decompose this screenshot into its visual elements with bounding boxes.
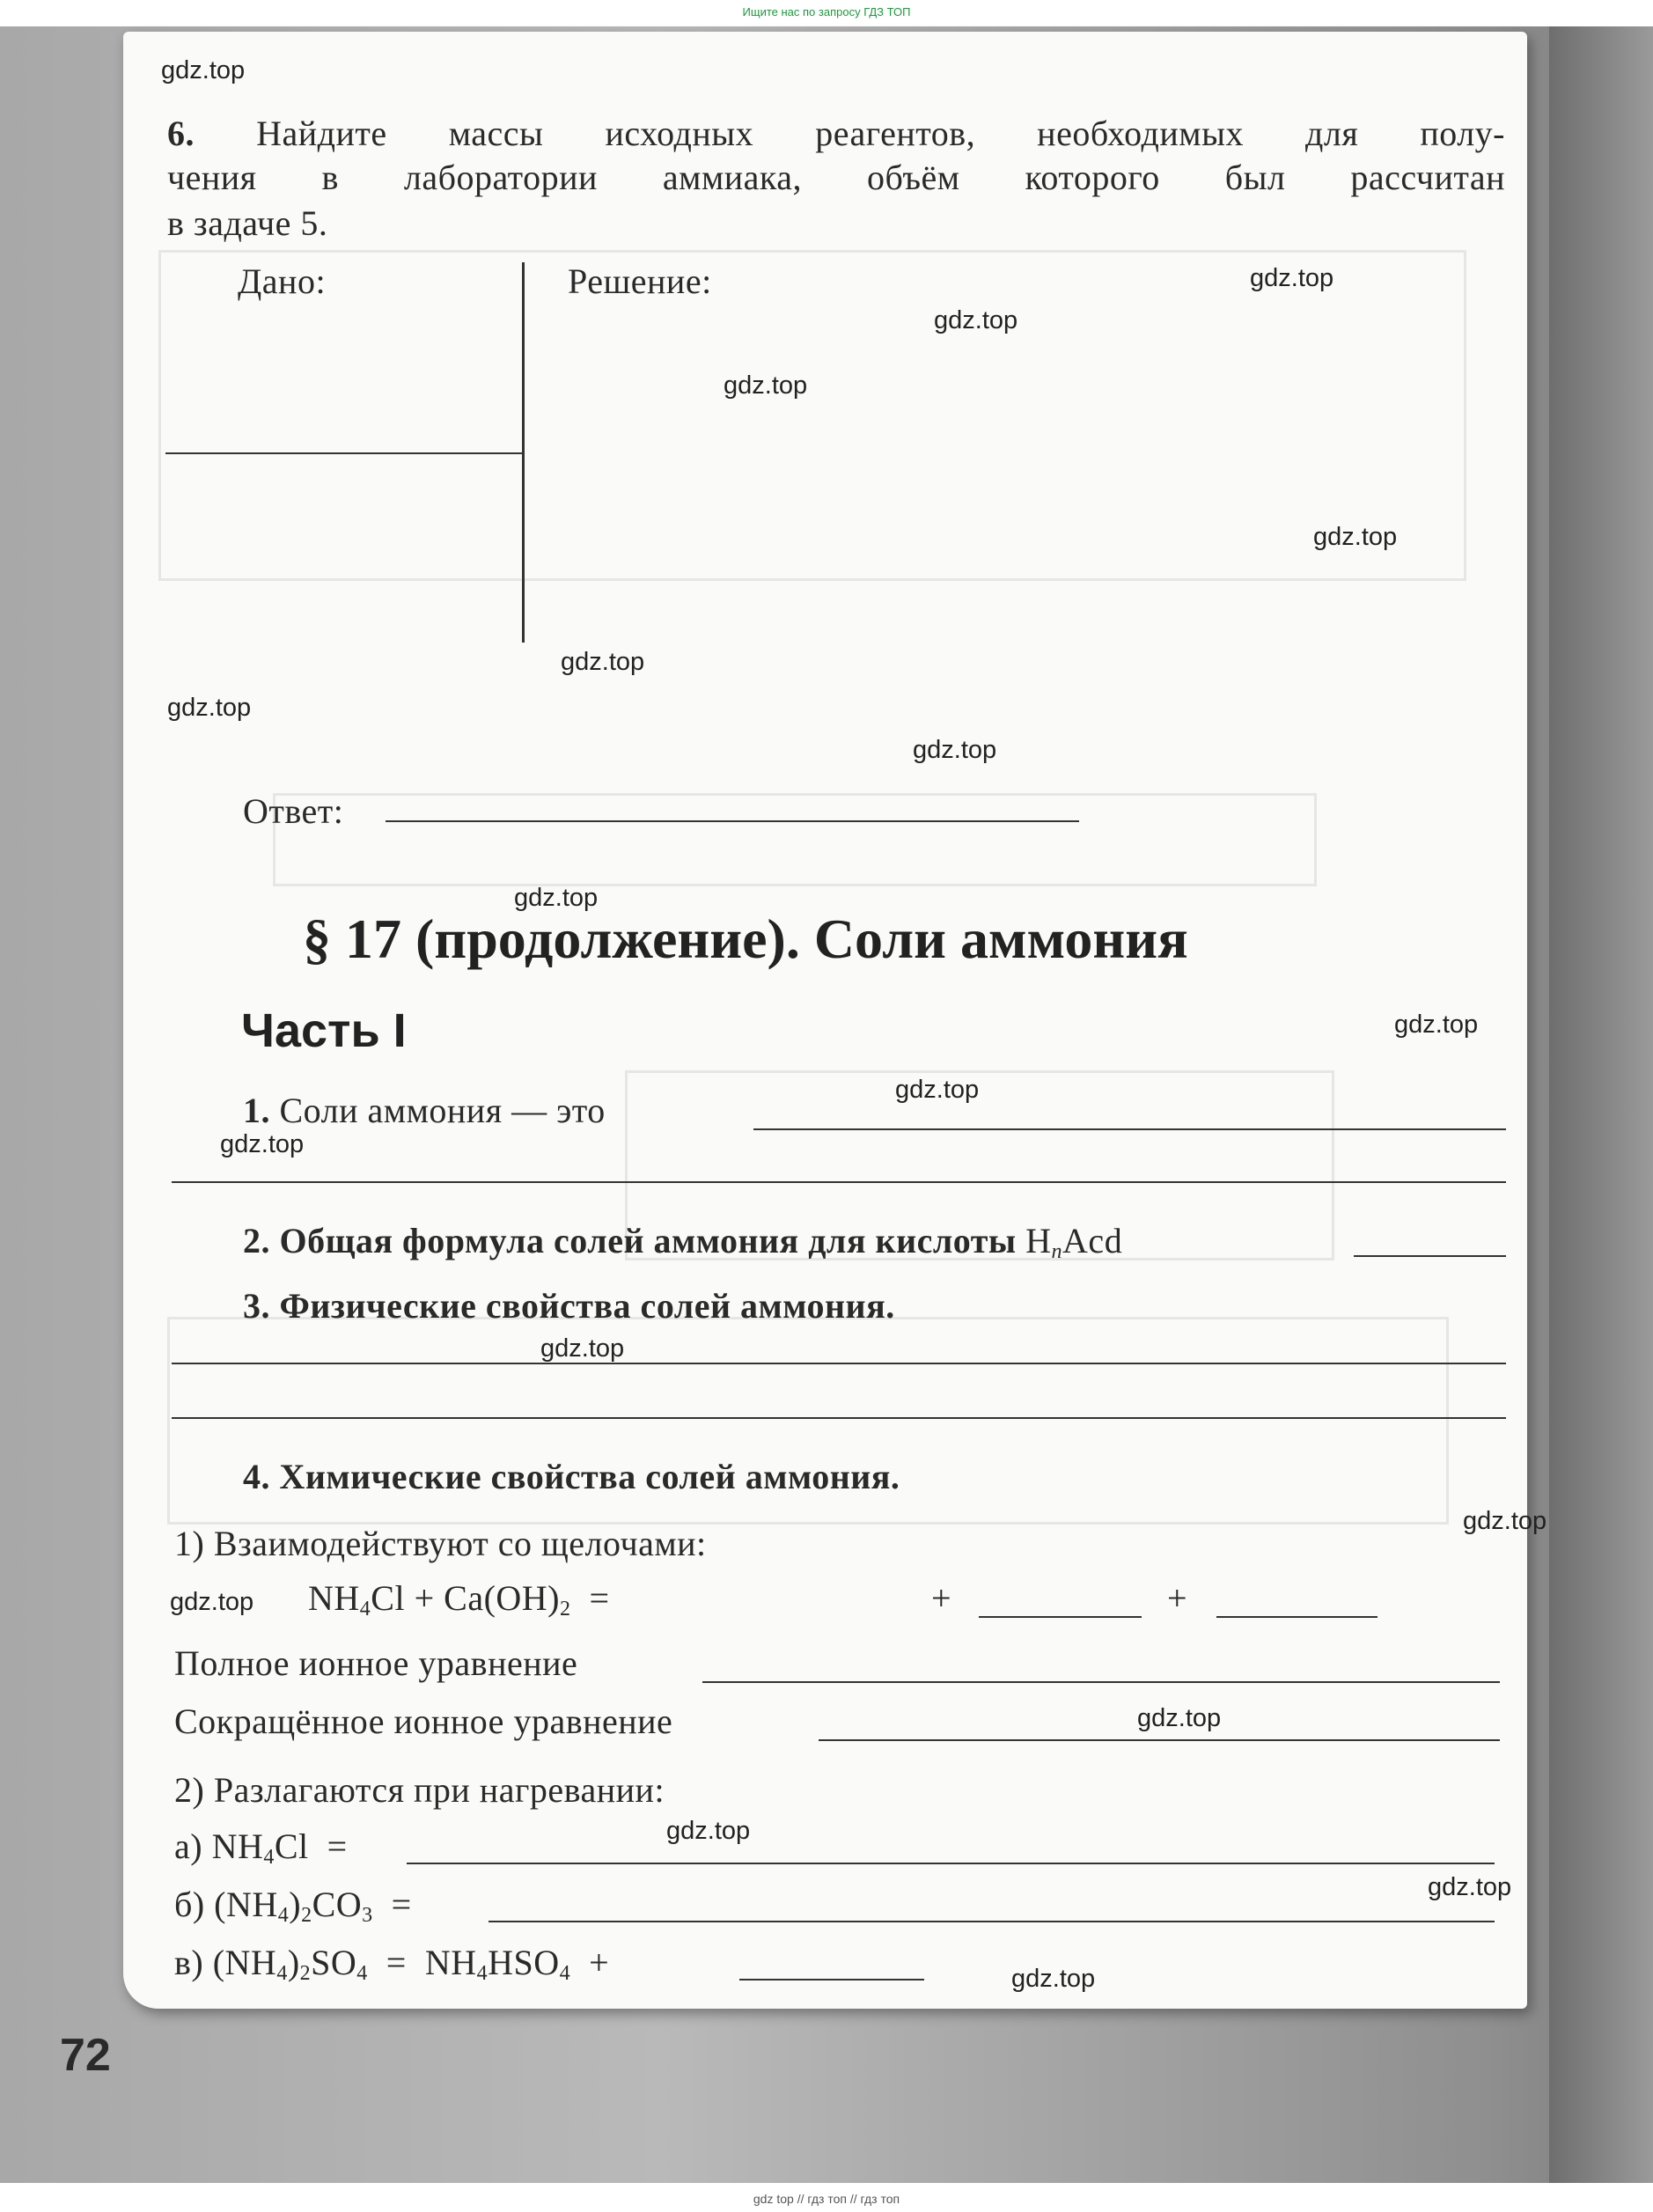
prop1-product-field-2[interactable] bbox=[1216, 1616, 1378, 1618]
q1-text: Соли аммония — это bbox=[279, 1091, 606, 1130]
header-note: Ищите нас по запросу ГДЗ ТОП bbox=[742, 5, 911, 18]
watermark: gdz.top bbox=[1313, 523, 1398, 551]
watermark: gdz.top bbox=[895, 1076, 980, 1104]
scan-binding-shadow bbox=[1549, 26, 1653, 2183]
q2-answer-line[interactable] bbox=[1354, 1255, 1506, 1257]
answer-label: Ответ: bbox=[243, 791, 344, 831]
full-ionic-label: Полное ионное уравнение bbox=[174, 1643, 578, 1683]
given-label: Дано: bbox=[238, 261, 327, 301]
prop2-v-field[interactable] bbox=[739, 1979, 924, 1981]
prop1-product-field-1[interactable] bbox=[979, 1616, 1142, 1618]
q3-answer-line-2[interactable] bbox=[172, 1417, 1506, 1419]
q1-number: 1. bbox=[243, 1091, 270, 1130]
prop1-plus-1: + bbox=[931, 1578, 952, 1618]
prop2-v: в) $(NH_4)_2SO_4 = NH_4HSO_4$ + bbox=[174, 1943, 610, 1985]
watermark: gdz.top bbox=[1428, 1873, 1512, 1901]
bleed-through-boxes bbox=[273, 793, 1317, 886]
prop2-b-field[interactable] bbox=[489, 1921, 1495, 1922]
given-divider bbox=[522, 262, 525, 643]
q2-formula: $H_nAcd$ bbox=[1025, 1221, 1123, 1263]
answer-field[interactable] bbox=[386, 820, 1079, 822]
task6-line3: в задаче 5. bbox=[167, 203, 328, 243]
watermark: gdz.top bbox=[1250, 264, 1334, 292]
watermark: gdz.top bbox=[1463, 1507, 1547, 1535]
watermark: gdz.top bbox=[934, 306, 1018, 334]
prop2-a-field[interactable] bbox=[407, 1863, 1495, 1864]
prop1-title: 1) Взаимодействуют со щелочами: bbox=[174, 1524, 707, 1563]
prop2-title: 2) Разлагаются при нагревании: bbox=[174, 1770, 665, 1810]
task6-text-1: Найдите массы исходных реагентов, необходимых для полу- bbox=[256, 114, 1506, 153]
bleed-through-table bbox=[158, 250, 1466, 581]
q1-answer-line-2[interactable] bbox=[172, 1181, 1506, 1183]
page-number: 72 bbox=[60, 2030, 111, 2081]
watermark: gdz.top bbox=[1394, 1010, 1479, 1039]
given-underline bbox=[165, 452, 522, 454]
part-title: Часть I bbox=[241, 1004, 407, 1057]
task6-line2: чения в лаборатории аммиака, объём которого был рассчитан bbox=[167, 158, 1505, 197]
footer-note: gdz top // гдз топ // гдз топ bbox=[753, 2192, 900, 2206]
task6-line1 bbox=[167, 113, 1505, 154]
prop2-a: а) $NH_4Cl$ = bbox=[174, 1826, 348, 1869]
watermark: gdz.top bbox=[666, 1817, 751, 1845]
prop2-b: б) $(NH_4)_2CO_3$ = bbox=[174, 1885, 412, 1927]
section-title: § 17 (продолжение). Соли аммония bbox=[303, 908, 1188, 970]
q2-number: 2. bbox=[243, 1221, 270, 1260]
watermark: gdz.top bbox=[167, 694, 252, 722]
watermark: gdz.top bbox=[161, 56, 246, 85]
q4-text: Химические свойства солей аммония. bbox=[279, 1457, 900, 1496]
full-ionic-field[interactable] bbox=[702, 1681, 1500, 1683]
watermark: gdz.top bbox=[514, 884, 599, 912]
q1-line bbox=[243, 1090, 606, 1131]
watermark: gdz.top bbox=[724, 371, 808, 400]
q3-line bbox=[243, 1285, 895, 1326]
q3-text: Физические свойства солей аммония. bbox=[279, 1286, 895, 1326]
watermark: gdz.top bbox=[540, 1334, 625, 1363]
prop1-plus-2: + bbox=[1167, 1578, 1188, 1618]
q3-answer-line-1[interactable] bbox=[172, 1363, 1506, 1364]
prop1-equation: $NH_4Cl + Ca(OH)_2$ = bbox=[308, 1578, 610, 1620]
q4-number: 4. bbox=[243, 1457, 270, 1496]
watermark: gdz.top bbox=[913, 736, 997, 764]
task6-number: 6. bbox=[167, 114, 195, 153]
q4-line bbox=[243, 1456, 900, 1497]
solution-label: Решение: bbox=[568, 261, 712, 301]
q2-text: Общая формула солей аммония для кислоты bbox=[279, 1221, 1017, 1260]
q3-number: 3. bbox=[243, 1286, 270, 1326]
short-ionic-label: Сокращённое ионное уравнение bbox=[174, 1701, 673, 1741]
q1-answer-line-1[interactable] bbox=[753, 1128, 1506, 1130]
short-ionic-field[interactable] bbox=[819, 1739, 1500, 1741]
q2-line bbox=[243, 1220, 1122, 1264]
watermark: gdz.top bbox=[1137, 1704, 1222, 1732]
watermark: gdz.top bbox=[170, 1588, 254, 1616]
watermark: gdz.top bbox=[220, 1130, 305, 1158]
watermark: gdz.top bbox=[561, 648, 645, 676]
watermark: gdz.top bbox=[1011, 1965, 1096, 1993]
